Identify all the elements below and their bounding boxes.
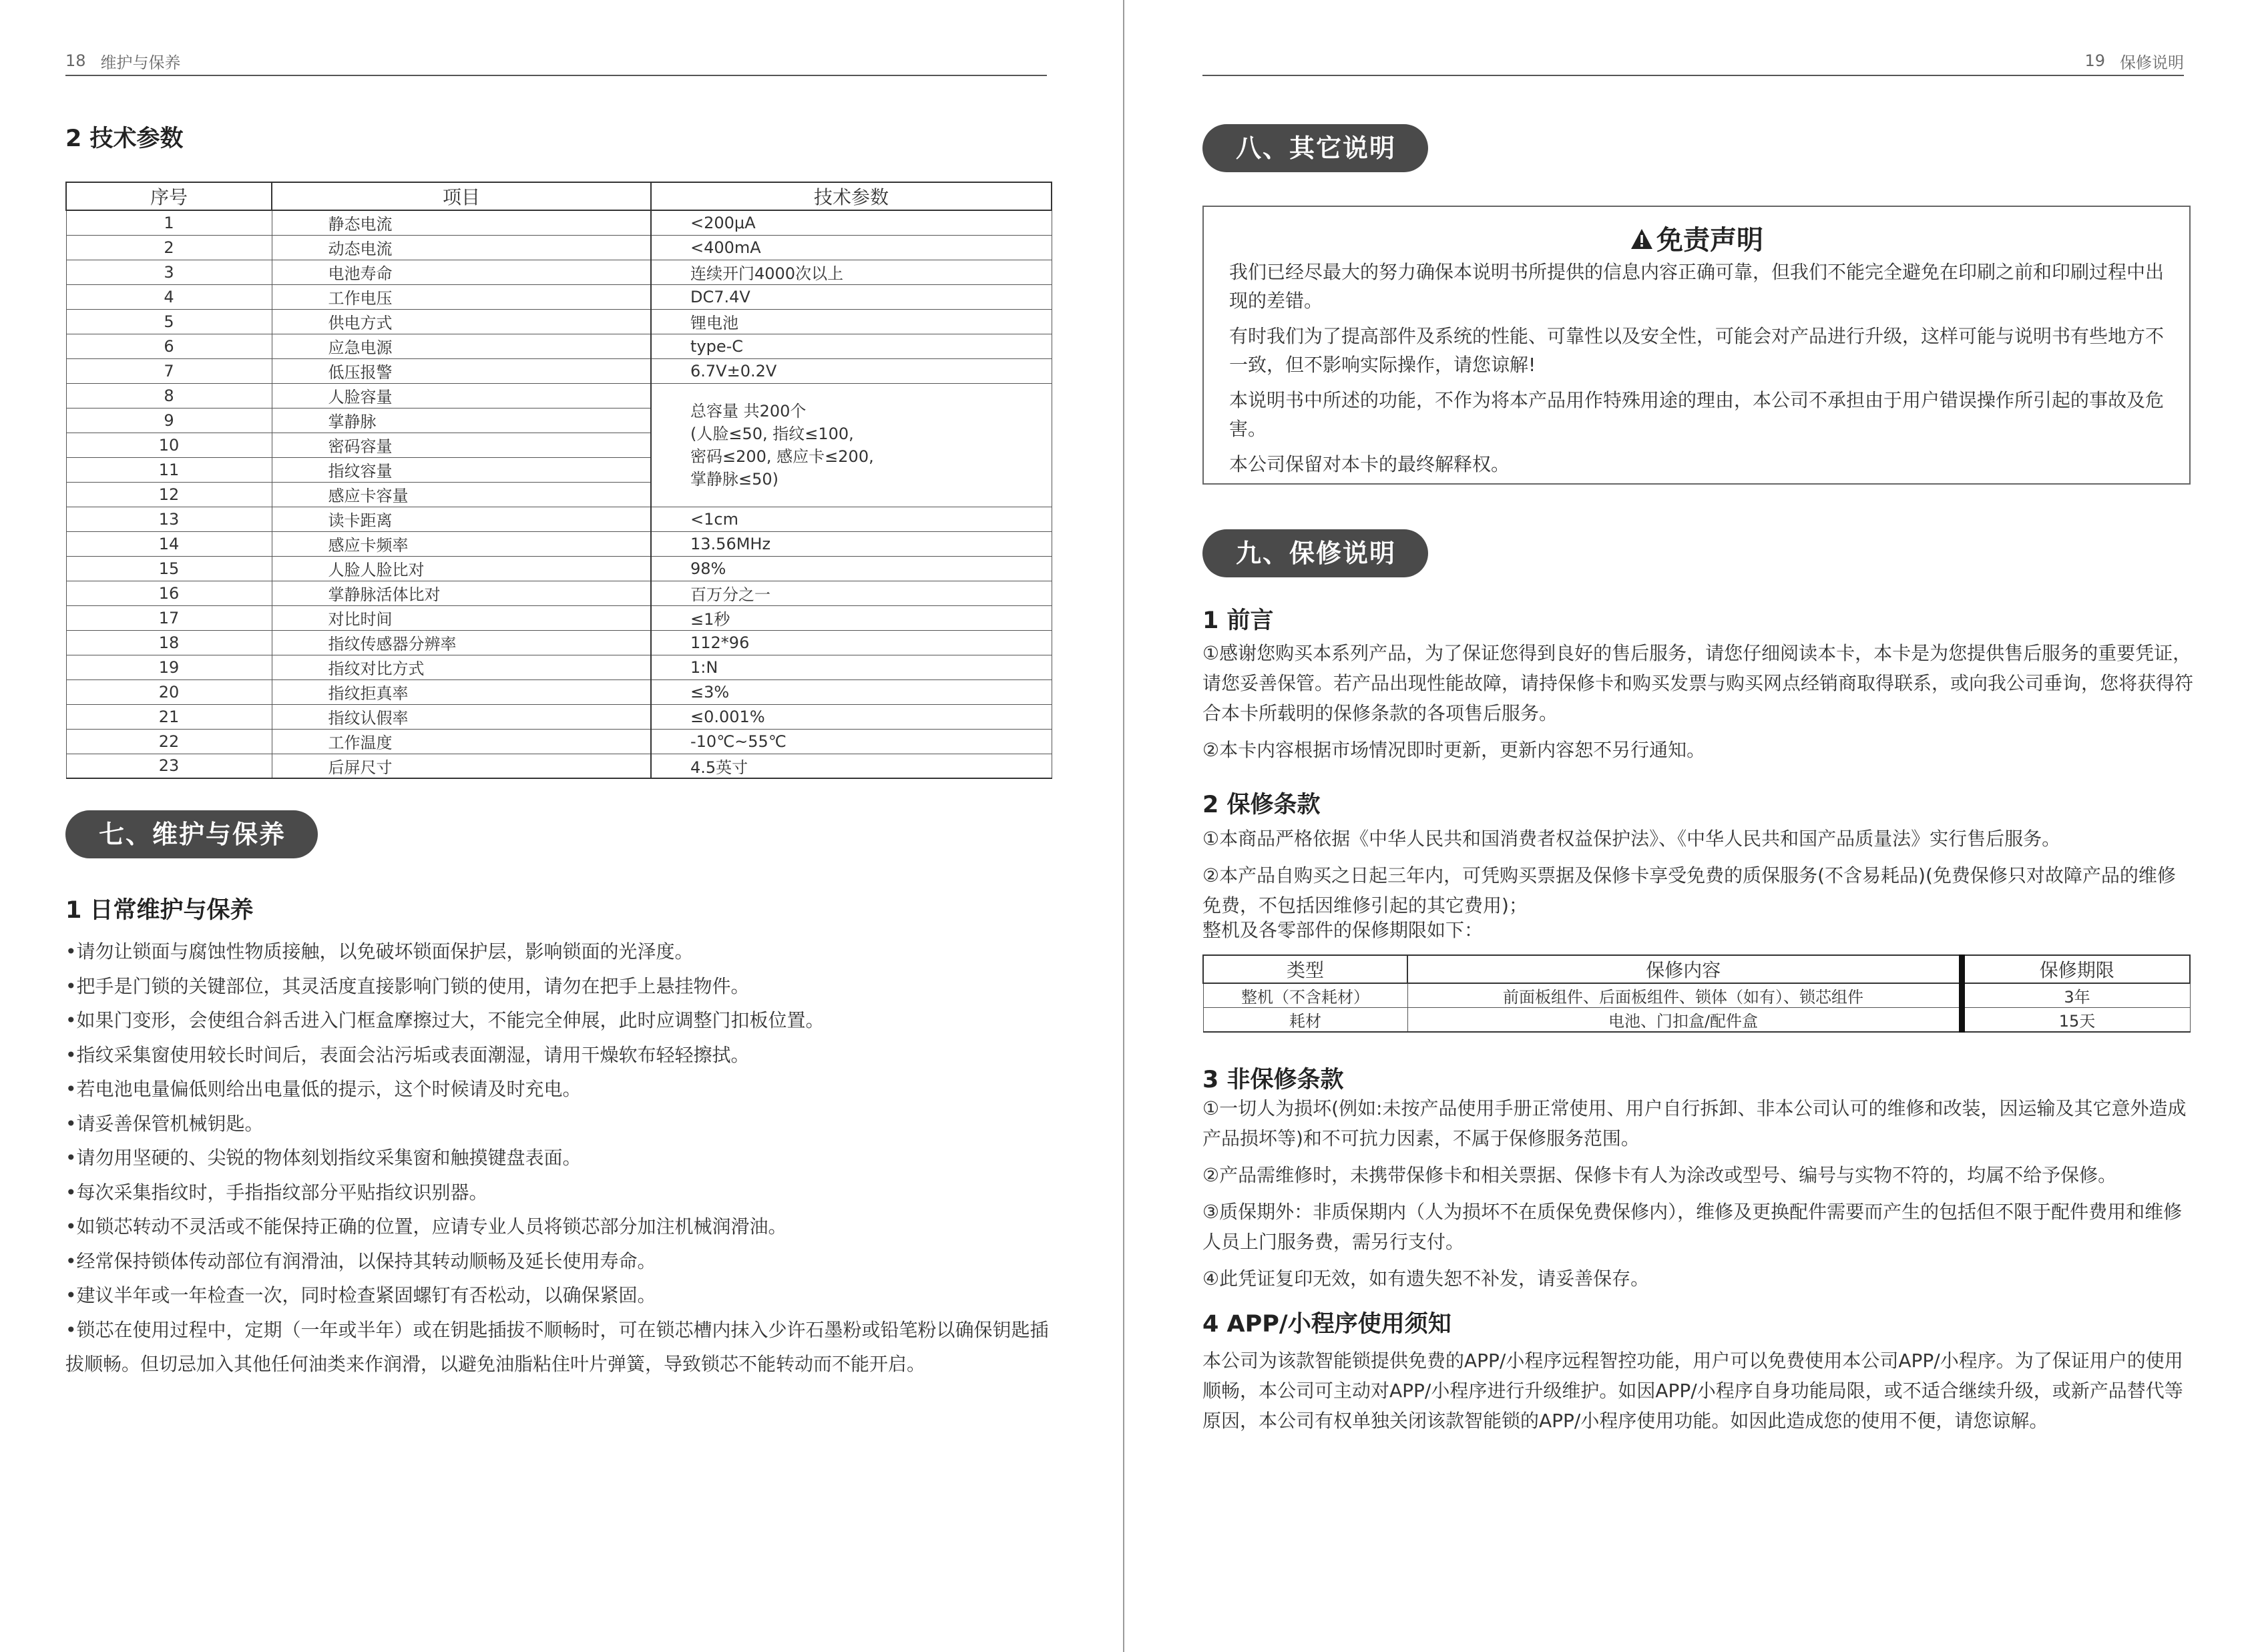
spec-header-item: 项目	[272, 182, 651, 210]
spec-value: -10℃~55℃	[651, 729, 1052, 754]
spec-row	[66, 581, 1052, 605]
left-page-number: 18	[65, 51, 86, 70]
spec-no: 2	[66, 235, 272, 260]
spec-value: <1cm	[651, 507, 1052, 531]
warranty-term: ②本产品自购买之日起三年内，可凭购买票据及保修卡享受免费的质保服务(不含易耗品)(免费保修只对故障产品的维修免费，不包括因维修引起的其它费用)；	[1202, 864, 2176, 916]
spec-row	[66, 507, 1052, 531]
spec-value: 98%	[651, 556, 1052, 581]
spec-item: 后屏尺寸	[272, 754, 651, 778]
spec-row	[66, 358, 1052, 383]
disclaimer-box	[1202, 206, 2191, 485]
right-running-head	[1202, 47, 2184, 76]
disclaimer-paragraph: 我们已经尽最大的努力确保本说明书所提供的信息内容正确可靠，但我们不能完全避免在印刷之前和印刷过程中出现的差错。	[1229, 261, 2165, 312]
spec-no: 16	[66, 581, 272, 605]
spec-item: 感应卡频率	[272, 531, 651, 556]
maintenance-tip: •锁芯在使用过程中，定期（一年或半年）或在钥匙插拔不顺畅时，可在锁芯槽内抹入少许石墨粉或铅笔粉以确保钥匙插拔顺畅。但切忌加入其他任何油类来作润滑，以避免油脂粘住叶片弹簧，导致锁芯不能转动而不能开启。	[65, 1318, 1049, 1375]
warranty-header-period: 保修期限	[1962, 955, 2190, 983]
right-page	[1124, 0, 2248, 1652]
spec-no: 14	[66, 531, 272, 556]
spec-item: 人脸人脸比对	[272, 556, 651, 581]
warranty-type: 耗材	[1203, 1008, 1407, 1033]
preface-list	[1202, 638, 2194, 772]
spec-no: 7	[66, 358, 272, 383]
tech-params-title: 2 技术参数	[65, 125, 184, 152]
disclaimer-paragraph: 有时我们为了提高部件及系统的性能、可靠性以及安全性，可能会对产品进行升级，这样可能与说明书有些地方不一致，但不影响实际操作，请您谅解!	[1229, 325, 2165, 376]
spec-item: 人脸容量	[272, 383, 651, 408]
spec-value: 百万分之一	[651, 581, 1052, 605]
maintenance-section-pill: 七、维护与保养	[65, 810, 318, 858]
spec-value: 锂电池	[651, 309, 1052, 334]
app-notice-title: 4 APP/小程序使用须知	[1202, 1311, 1451, 1338]
spec-no: 22	[66, 729, 272, 754]
spec-row	[66, 605, 1052, 630]
spec-no: 9	[66, 408, 272, 433]
non-warranty-list	[1202, 1093, 2194, 1300]
non-warranty-term: ①一切人为损坏(例如:未按产品使用手册正常使用、用户自行拆卸、非本公司认可的维修和改装，因运输及其它意外造成产品损坏等)和不可抗力因素，不属于保修服务范围。	[1202, 1097, 2187, 1149]
maintenance-tip: •指纹采集窗使用较长时间后，表面会沾污垢或表面潮湿，请用干燥软布轻轻擦拭。	[65, 1043, 750, 1066]
maintenance-tip: •请勿让锁面与腐蚀性物质接触，以免破坏锁面保护层，影响锁面的光泽度。	[65, 940, 694, 962]
disclaimer-paragraph: 本说明书中所述的功能，不作为将本产品用作特殊用途的理由，本公司不承担由于用户错误操作所引起的事故及危害。	[1229, 389, 2165, 440]
spec-value: 1:N	[651, 655, 1052, 679]
spec-item: 供电方式	[272, 309, 651, 334]
spec-item: 指纹拒真率	[272, 679, 651, 704]
spec-no: 3	[66, 260, 272, 284]
spec-no: 23	[66, 754, 272, 778]
spec-item: 掌静脉活体比对	[272, 581, 651, 605]
spec-no: 19	[66, 655, 272, 679]
spec-value: ≤3%	[651, 679, 1052, 704]
spec-item: 指纹认假率	[272, 704, 651, 729]
spec-row	[66, 260, 1052, 284]
warning-triangle-icon	[1630, 226, 1654, 257]
spec-item: 电池寿命	[272, 260, 651, 284]
preface-title: 1 前言	[1202, 607, 1274, 634]
non-warranty-term: ③质保期外：非质保期内（人为损坏不在质保免费保修内），维修及更换配件需要而产生的包括但不限于配件费用和维修人员上门服务费，需另行支付。	[1202, 1201, 2183, 1253]
spec-capacity-line: 密码≤200, 感应卡≤200,	[690, 447, 874, 466]
spec-value: type-C	[651, 334, 1052, 358]
spec-no: 13	[66, 507, 272, 531]
warranty-terms-list	[1202, 824, 2194, 927]
spec-value: 连续开门4000次以上	[651, 260, 1052, 284]
spec-table	[65, 182, 1052, 779]
spec-value: 112*96	[651, 630, 1052, 655]
maintenance-tip: •每次采集指纹时，手指指纹部分平贴指纹识别器。	[65, 1181, 488, 1203]
spec-value: ≤0.001%	[651, 704, 1052, 729]
maintenance-tip: •如果门变形，会使组合斜舌进入门框盒摩擦过大，不能完全伸展，此时应调整门扣板位置。	[65, 1009, 825, 1031]
spec-item: 掌静脉	[272, 408, 651, 433]
spec-header-value: 技术参数	[651, 182, 1052, 210]
spec-capacity-line: 掌静脉≤50)	[690, 469, 779, 489]
spec-header-no: 序号	[66, 182, 272, 210]
spec-no: 15	[66, 556, 272, 581]
spec-value: 13.56MHz	[651, 531, 1052, 556]
spec-value: ≤1秒	[651, 605, 1052, 630]
spec-no: 5	[66, 309, 272, 334]
warranty-term: ①本商品严格依据《中华人民共和国消费者权益保护法》、《中华人民共和国产品质量法》实行售后服务。	[1202, 828, 2061, 850]
spec-value: DC7.4V	[651, 284, 1052, 309]
spec-item: 静态电流	[272, 210, 651, 235]
spec-no: 6	[66, 334, 272, 358]
warranty-row	[1203, 1008, 2190, 1033]
maintenance-tip: •若电池电量偏低则给出电量低的提示，这个时候请及时充电。	[65, 1078, 582, 1100]
right-page-number: 19	[2084, 51, 2105, 70]
preface-item: ①感谢您购买本系列产品，为了保证您得到良好的售后服务，请您仔细阅读本卡，本卡是为您提供售后服务的重要凭证，请您妥善保管。若产品出现性能故障，请持保修卡和购买发票与购买网点经销商取得联系，或向我公司垂询，您将获得符合本卡所载明的保修条款的各项售后服务。	[1202, 642, 2194, 724]
spec-no: 21	[66, 704, 272, 729]
spec-no: 11	[66, 457, 272, 482]
spec-item: 密码容量	[272, 433, 651, 457]
spec-row	[66, 334, 1052, 358]
spec-row	[66, 679, 1052, 704]
spec-item: 对比时间	[272, 605, 651, 630]
non-warranty-title: 3 非保修条款	[1202, 1067, 1344, 1093]
disclaimer-paragraphs	[1229, 258, 2171, 485]
daily-maintenance-title: 1 日常维护与保养	[65, 897, 254, 924]
warranty-period-intro: 整机及各零部件的保修期限如下：	[1202, 919, 1484, 941]
warranty-header-content: 保修内容	[1407, 955, 1962, 983]
spec-row	[66, 284, 1052, 309]
right-section-title: 保修说明	[2120, 53, 2184, 72]
non-warranty-term: ②产品需维修时，未携带保修卡和相关票据、保修卡有人为涂改或型号、编号与实物不符的，均属不给予保修。	[1202, 1164, 2117, 1186]
spec-item: 指纹对比方式	[272, 655, 651, 679]
warranty-type: 整机（不含耗材）	[1203, 983, 1407, 1008]
spec-item: 读卡距离	[272, 507, 651, 531]
spec-capacity-value	[651, 383, 1052, 507]
spec-item: 应急电源	[272, 334, 651, 358]
warranty-period: 15天	[1962, 1008, 2190, 1033]
spec-value: <200μA	[651, 210, 1052, 235]
spec-row	[66, 235, 1052, 260]
spec-row	[66, 754, 1052, 778]
disclaimer-title: 免责声明	[1656, 225, 1763, 256]
left-section-title: 维护与保养	[100, 53, 181, 72]
spec-no: 4	[66, 284, 272, 309]
spec-row	[66, 729, 1052, 754]
spec-row	[66, 704, 1052, 729]
maintenance-tip: •请勿用坚硬的、尖锐的物体刻划指纹采集窗和触摸键盘表面。	[65, 1147, 582, 1169]
left-running-head	[65, 47, 1047, 76]
spec-row	[66, 210, 1052, 235]
warranty-table	[1202, 954, 2191, 1033]
disclaimer-title-row	[1204, 219, 2189, 257]
warranty-content: 前面板组件、后面板组件、锁体（如有）、锁芯组件	[1407, 983, 1962, 1008]
disclaimer-paragraph: 本公司保留对本卡的最终解释权。	[1229, 453, 1510, 475]
spec-row	[66, 630, 1052, 655]
warranty-header-type: 类型	[1203, 955, 1407, 983]
maintenance-tip: •建议半年或一年检查一次，同时检查紧固螺钉有否松动，以确保紧固。	[65, 1284, 656, 1306]
warranty-table-header	[1203, 955, 2190, 983]
spec-table-header	[66, 182, 1052, 210]
app-notice-text: 本公司为该款智能锁提供免费的APP/小程序远程智控功能，用户可以免费使用本公司APP/小程序。为了保证用户的使用顺畅，本公司可主动对APP/小程序进行升级维护。如因APP/小程序自身功能局限，或不适合继续升级，或新产品替代等原因，本公司有权单独关闭该款智能锁的APP/小程序使用功能。如因此造成您的使用不便，请您谅解。	[1202, 1350, 2183, 1432]
spec-row	[66, 309, 1052, 334]
warranty-period: 3年	[1962, 983, 2190, 1008]
spec-value: 6.7V±0.2V	[651, 358, 1052, 383]
spec-row	[66, 655, 1052, 679]
warranty-section-pill: 九、保修说明	[1202, 529, 1428, 577]
spec-no: 1	[66, 210, 272, 235]
spec-capacity-line: 总容量 共200个	[690, 401, 807, 421]
spec-table-body	[66, 210, 1052, 778]
maintenance-tip: •请妥善保管机械钥匙。	[65, 1112, 264, 1135]
spec-value: <400mA	[651, 235, 1052, 260]
spec-no: 17	[66, 605, 272, 630]
daily-maintenance-list	[65, 934, 1060, 1382]
spec-no: 8	[66, 383, 272, 408]
spec-item: 指纹传感器分辨率	[272, 630, 651, 655]
maintenance-tip: •经常保持锁体传动部位有润滑油，以保持其转动顺畅及延长使用寿命。	[65, 1250, 656, 1272]
other-notes-pill: 八、其它说明	[1202, 124, 1428, 172]
spec-item: 低压报警	[272, 358, 651, 383]
spec-no: 12	[66, 482, 272, 507]
spec-item: 动态电流	[272, 235, 651, 260]
spec-item: 工作温度	[272, 729, 651, 754]
spec-no: 10	[66, 433, 272, 457]
maintenance-tip: •如锁芯转动不灵活或不能保持正确的位置，应请专业人员将锁芯部分加注机械润滑油。	[65, 1215, 787, 1237]
spec-no: 18	[66, 630, 272, 655]
maintenance-tip: •把手是门锁的关键部位，其灵活度直接影响门锁的使用，请勿在把手上悬挂物件。	[65, 975, 750, 997]
spec-item: 工作电压	[272, 284, 651, 309]
preface-item: ②本卡内容根据市场情况即时更新，更新内容恕不另行通知。	[1202, 739, 1706, 761]
warranty-row	[1203, 983, 2190, 1008]
spec-no: 20	[66, 679, 272, 704]
warranty-terms-title: 2 保修条款	[1202, 792, 1321, 818]
spec-row	[66, 531, 1052, 556]
spec-item: 感应卡容量	[272, 482, 651, 507]
spec-capacity-line: (人脸≤50, 指纹≤100,	[690, 424, 854, 443]
spec-row	[66, 383, 1052, 408]
non-warranty-term: ④此凭证复印无效，如有遗失恕不补发，请妥善保存。	[1202, 1268, 1650, 1290]
spec-value: 4.5英寸	[651, 754, 1052, 778]
spec-item: 指纹容量	[272, 457, 651, 482]
warranty-content: 电池、门扣盒/配件盒	[1407, 1008, 1962, 1033]
spec-row	[66, 556, 1052, 581]
